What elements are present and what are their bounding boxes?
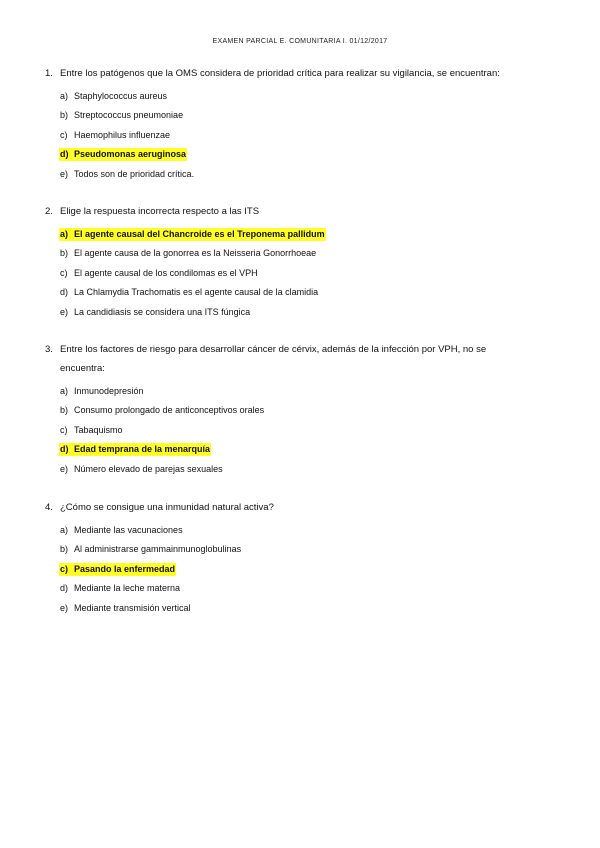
option-e: e) Mediante transmisión vertical bbox=[60, 602, 191, 613]
option-c: c) Haemophilus influenzae bbox=[60, 129, 171, 140]
question-3 bbox=[45, 340, 555, 476]
question-2 bbox=[45, 202, 555, 319]
option-d: d) La Chlamydia Trachomatis es el agente causal de la clamidia bbox=[60, 287, 319, 297]
option-a-highlighted: a) El agente causal del Chancroide es el Treponema pallidum bbox=[60, 228, 325, 239]
question-text: ¿Cómo se consigue una inmunidad natural activa? bbox=[60, 502, 274, 513]
option-e: e) La candidiasis se considera una ITS fúngica bbox=[60, 306, 251, 317]
question-number: 2. bbox=[45, 206, 53, 217]
question-text: Entre los factores de riesgo para desarrollar cáncer de cérvix, además de la infección por VPH, no se bbox=[60, 344, 487, 355]
option-e: e) Todos son de prioridad crítica. bbox=[60, 168, 195, 179]
question-number: 1. bbox=[45, 68, 53, 79]
option-c: c) Tabaquismo bbox=[60, 424, 123, 435]
question-number: 3. bbox=[45, 344, 53, 355]
option-d: d) Mediante la leche materna bbox=[60, 583, 181, 593]
option-d-highlighted: d) Pseudomonas aeruginosa bbox=[60, 149, 187, 159]
question-text: Elige la respuesta incorrecta respecto a las ITS bbox=[60, 206, 260, 217]
option-a: a) Mediante las vacunaciones bbox=[60, 524, 183, 535]
option-c-highlighted: c) Pasando la enfermedad bbox=[60, 563, 176, 574]
option-a: a) Staphylococcus aureus bbox=[60, 90, 168, 101]
option-b: b) Al administrarse gammainmunoglobulinas bbox=[60, 544, 242, 554]
option-b: b) El agente causa de la gonorrea es la Neisseria Gonorrhoeae bbox=[60, 248, 317, 258]
question-4 bbox=[45, 498, 555, 615]
question-1 bbox=[45, 64, 555, 181]
option-a: a) Inmunodepresión bbox=[60, 385, 144, 396]
question-number: 4. bbox=[45, 502, 53, 513]
option-d-highlighted: d) Edad temprana de la menarquía bbox=[60, 444, 211, 454]
exam-header: EXAMEN PARCIAL E. COMUNITARIA I. 01/12/2017 bbox=[212, 38, 388, 45]
option-c: c) El agente causal de los condilomas es el VPH bbox=[60, 267, 258, 278]
option-b: b) Consumo prolongado de anticonceptivos orales bbox=[60, 405, 265, 415]
option-e: e) Número elevado de parejas sexuales bbox=[60, 463, 223, 474]
question-text-continued: encuentra: bbox=[60, 363, 105, 374]
option-b: b) Streptococcus pneumoniae bbox=[60, 110, 184, 120]
question-text: Entre los patógenos que la OMS considera de prioridad crítica para realizar su vigilancia, se encuentran: bbox=[60, 68, 500, 79]
